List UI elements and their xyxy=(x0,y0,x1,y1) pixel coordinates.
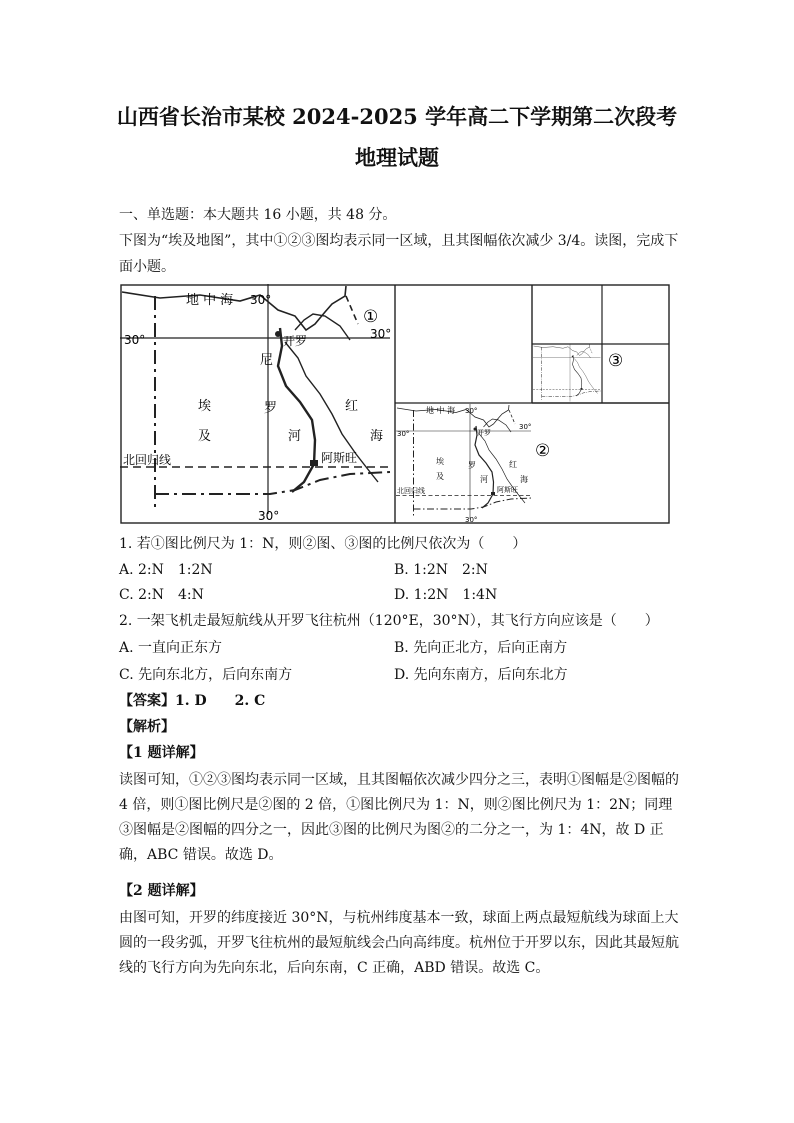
nile-label-1: 尼 xyxy=(260,353,274,368)
tropic-label: 北回归线 xyxy=(123,453,172,467)
map2-cairo: 开罗 xyxy=(477,429,491,437)
map2-aswan: 阿斯旺 xyxy=(497,486,518,494)
q2-detail-text: 由图可知，开罗的纬度接近 30°N，与杭州纬度基本一致，球面上两点最短航线为球面上大圆的一段劣弧，开罗飞往杭州的最短航线会凸向高纬度。杭州位于开罗以东，因此其最短航线的飞行方向为先向东北，后向东南，C 正确，ABD 错误。故选 C。 xyxy=(119,910,679,976)
lon30-label: 30° xyxy=(258,509,280,523)
q1-detail-text: 读图可知，①②③图均表示同一区域，且其图幅依次减少四分之三，表明①图幅是②图幅的 4 倍，则①图比例尺是②图的 2 倍，①图比例尺为 1：N，则②图比例尺为 1：2N；同理③图幅是②图幅的四分之一，因此③图的比例尺为图②的二分之一，为 1：4N，故 D 正确，ABC 错误。故选 D。 xyxy=(119,772,679,863)
marker-1: ① xyxy=(363,307,379,327)
redsea-label-2: 海 xyxy=(370,429,384,444)
nile-label-2: 罗 xyxy=(264,401,278,416)
egypt-map-figure xyxy=(120,284,670,524)
aswan-label: 阿斯旺 xyxy=(321,451,358,465)
map-3 xyxy=(533,344,601,402)
q1-option-b: B. 1:2N 2:N xyxy=(394,562,488,578)
lat30-label-left: 30° xyxy=(124,333,146,347)
map2-egypt-2: 及 xyxy=(436,472,444,481)
map-2 xyxy=(396,404,531,524)
map2-lon-label: 30° xyxy=(465,516,478,524)
title-line-1: 山西省长治市某校 2024-2025 学年高二下学期第二次段考 xyxy=(116,104,678,129)
q1-stem: 1. 若①图比例尺为 1：N，则②图、③图的比例尺依次为（ ） xyxy=(119,536,527,552)
q1-detail-heading: 【1 题详解】 xyxy=(119,745,204,761)
intro-line-2: 面小题。 xyxy=(119,259,175,275)
q2-stem: 2. 一架飞机走最短航线从开罗飞往杭州（120°E，30°N），其飞行方向应该是（ ） xyxy=(119,613,659,629)
map2-red-2: 海 xyxy=(520,475,528,484)
map2-red-1: 红 xyxy=(509,460,517,469)
marker-2: ② xyxy=(535,441,551,461)
lat30-label-right: 30° xyxy=(370,327,392,341)
cairo-label: 开罗 xyxy=(283,334,308,348)
marker-3: ③ xyxy=(608,351,624,371)
q1-option-d: D. 1:2N 1:4N xyxy=(394,587,498,603)
lat30-label-top: 30° xyxy=(250,293,272,307)
map2-nile-2: 罗 xyxy=(468,461,476,470)
map2-nile-3: 河 xyxy=(480,475,488,484)
egypt-label-1: 埃 xyxy=(198,399,212,414)
map2-tropic: 北回归线 xyxy=(397,487,425,495)
map2-lat-left: 30° xyxy=(397,430,410,438)
q2-option-b: B. 先向正北方，后向正南方 xyxy=(394,640,568,656)
sea-label: 地 中 海 xyxy=(186,293,234,308)
q1-option-a: A. 2:N 1:2N xyxy=(119,562,213,578)
map2-egypt-1: 埃 xyxy=(436,457,444,466)
section-heading: 一、单选题：本大题共 16 小题，共 48 分。 xyxy=(119,207,397,223)
answer-line: 【答案】1. D 2. C xyxy=(119,693,266,709)
q2-option-c: C. 先向东北方，后向东南方 xyxy=(119,667,293,683)
q2-detail-heading: 【2 题详解】 xyxy=(119,883,204,899)
analysis-heading: 【解析】 xyxy=(119,719,175,735)
map2-sea-label: 地 中 海 xyxy=(426,406,456,415)
title-line-2: 地理试题 xyxy=(355,145,439,170)
q2-option-a: A. 一直向正东方 xyxy=(119,640,223,656)
redsea-label-1: 红 xyxy=(345,399,359,414)
map2-lat-label: 30° xyxy=(465,407,478,415)
q1-option-c: C. 2:N 4:N xyxy=(119,587,204,603)
q2-option-d: D. 先向东南方，后向东北方 xyxy=(394,667,568,683)
nile-label-3: 河 xyxy=(288,429,302,444)
intro-line-1: 下图为“埃及地图”，其中①②③图均表示同一区域，且其图幅依次减少 3/4。读图，完成下 xyxy=(119,233,679,249)
map-1 xyxy=(120,284,391,523)
egypt-label-2: 及 xyxy=(198,429,212,444)
map2-lat-right: 30° xyxy=(519,423,532,431)
